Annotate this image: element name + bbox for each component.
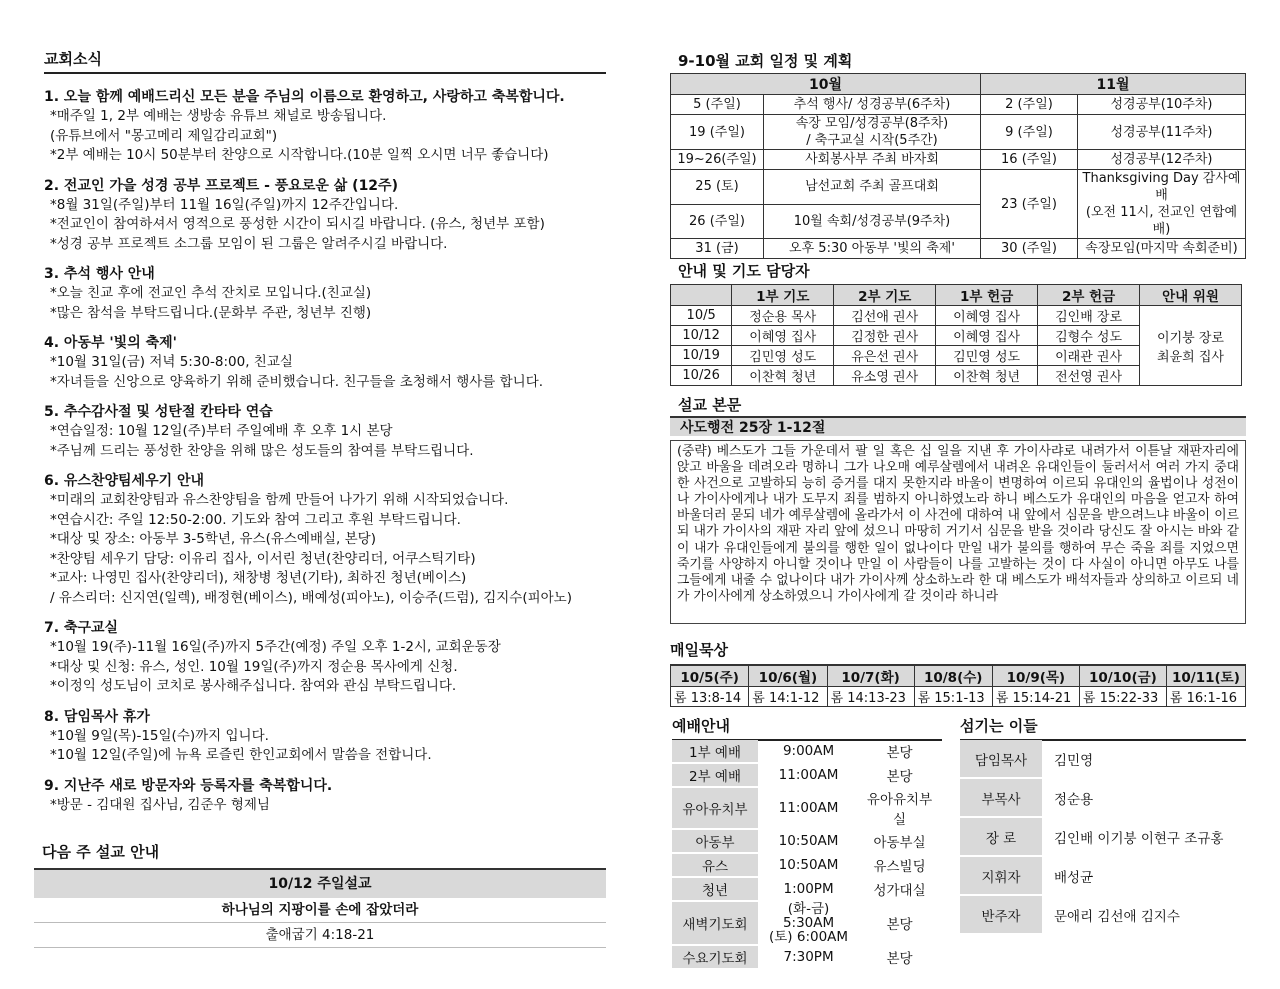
schedule-oct-event: 추석 행사/ 성경공부(6주차) [764,95,981,115]
daily-reading: 롬 15:22-33 [1079,687,1166,707]
worship-time: 10:50AM [758,853,859,877]
news-list [44,87,604,825]
schedule-nov-event: 성경공부(10주차) [1078,95,1246,115]
prayer-cell: 김민영 성도 [936,346,1038,366]
servant-row [960,895,1246,934]
daily-reading: 롬 15:1-13 [914,687,992,707]
news-item-line: *많은 참석을 부탁드립니다.(문화부 주관, 청년부 진행) [50,304,372,321]
next-sermon-scripture: 출애굽기 4:18-21 [34,923,606,948]
prayer-cell: 김정한 권사 [834,326,936,346]
worship-row [672,945,940,969]
daily-day: 10/7(화) [827,665,914,687]
servant-row [960,778,1246,817]
worship-row [672,901,940,945]
schedule-nov-date: 16 (주일) [981,150,1078,170]
news-item-heading: 4. 아동부 '빛의 축제' [44,335,177,351]
news-item-line: *연습일정: 10월 12일(주)부터 주일예배 후 오후 1시 본당 [50,423,393,439]
schedule-nov-event: 성경공부(11주차) [1078,115,1246,150]
daily-day: 10/6(월) [749,665,827,687]
news-item-line: *대상 및 신청: 유스, 성인. 10월 19일(주)까지 정순용 목사에게 신청. [50,658,458,675]
daily-day: 10/11(토) [1166,665,1245,687]
worship-name: 아동부 [672,829,758,853]
schedule-month-oct: 10월 [671,74,981,95]
servants-title: 섬기는 이들 [960,717,1246,741]
worship-name: 청년 [672,877,758,901]
schedule-row [671,170,1246,205]
prayer-cell: 김인배 장로 [1038,306,1140,326]
news-item-line: *전교인이 참여하셔서 영적으로 풍성한 시간이 되시길 바랍니다. (유스, 청년부 포함) [50,216,545,232]
prayer-cell: 이혜영 집사 [936,326,1038,346]
prayer-cell: 전선영 권사 [1038,366,1140,386]
worship-name: 1부 예배 [672,740,758,763]
news-title: 교회소식 [44,50,606,74]
worship-place: 본당 [859,901,940,945]
prayer-table [670,284,1242,386]
news-item-line: *10월 31일(금) 저녁 5:30-8:00, 친교실 [50,354,293,370]
worship-name: 새벽기도회 [672,901,758,945]
prayer-header-cell: 1부 헌금 [936,285,1038,306]
worship-title: 예배안내 [672,717,942,741]
prayer-header-cell: 1부 기도 [732,285,834,306]
worship-row [672,853,940,877]
worship-place: 본당 [859,945,940,969]
news-item-line: *2부 예배는 10시 50분부터 찬양으로 시작합니다.(10분 일찍 오시면 너무 좋습니다) [50,147,549,163]
worship-time: 11:00AM [758,787,859,829]
news-item-line: *8월 31일(주일)부터 11월 16일(주일)까지 12주간입니다. [50,196,399,213]
prayer-cell: 이혜영 집사 [732,326,834,346]
news-item-line: *성경 공부 프로젝트 소그룹 모임이 된 그룹은 알려주시길 바랍니다. [50,235,448,252]
servant-role: 담임목사 [960,740,1042,778]
prayer-title: 안내 및 기도 담당자 [678,262,810,280]
schedule-oct-event: 사회봉사부 주최 바자회 [764,150,981,170]
news-item-heading: 2. 전교인 가을 성경 공부 프로젝트 - 풍요로운 삶 (12주) [44,177,398,194]
prayer-header-cell: 안내 위원 [1140,285,1242,306]
news-item [44,707,604,766]
worship-place: 아동부실 [859,829,940,853]
news-item [44,471,604,608]
news-item-line: *교사: 나영민 집사(찬양리더), 채창병 청년(기타), 최하진 청년(베이스) [50,570,467,586]
schedule-month-nov: 11월 [981,74,1246,95]
news-item-heading: 5. 추수감사절 및 성탄절 칸타타 연습 [44,404,273,420]
schedule-nov-event: Thanksgiving Day 감사예배 (오전 11시, 전교인 연합예배) [1078,170,1246,239]
news-item-heading: 3. 추석 행사 안내 [44,266,155,282]
news-item-line: *대상 및 장소: 아동부 3-5학년, 유스(유스예배실, 본당) [50,531,376,547]
prayer-cell: 10/19 [671,346,732,366]
news-item [44,618,604,697]
servant-role: 장 로 [960,817,1042,856]
news-item [44,402,604,461]
worship-row [672,740,940,763]
worship-row [672,877,940,901]
news-item-line: *연습시간: 주일 12:50-2:00. 기도와 참여 그리고 후원 부탁드립니다. [50,511,461,528]
daily-reading: 롬 14:13-23 [827,687,914,707]
worship-place: 본당 [859,740,940,763]
servant-names: 김인배 이기붕 이현구 조규홍 [1042,817,1246,856]
news-item [44,264,604,323]
schedule-oct-event: 10월 속회/성경공부(9주차) [764,204,981,239]
daily-table [670,664,1246,707]
news-item-line: *오늘 친교 후에 전교인 추석 잔치로 모입니다.(친교실) [50,285,372,301]
servant-row [960,740,1246,778]
schedule-nov-date: 2 (주일) [981,95,1078,115]
schedule-nov-date: 23 (주일) [981,170,1078,239]
worship-row [672,787,940,829]
schedule-row [671,150,1246,170]
prayer-header-cell [671,285,732,306]
next-sermon-box [34,868,606,948]
prayer-cell: 이찬혁 청년 [936,366,1038,386]
daily-reading: 롬 16:1-16 [1166,687,1245,707]
news-item-line: *매주일 1, 2부 예배는 생방송 유튜브 채널로 방송됩니다. [50,108,387,124]
news-item-heading: 9. 지난주 새로 방문자와 등록자를 축복합니다. [44,777,333,794]
schedule-row [671,95,1246,115]
prayer-cell: 이래관 권사 [1038,346,1140,366]
news-item-heading: 7. 축구교실 [44,620,119,636]
sermon-title: 설교 본문 [678,396,742,414]
worship-time: 1:00PM [758,877,859,901]
news-item-line: *자녀들을 신앙으로 양육하기 위해 준비했습니다. 친구들을 초청해서 행사를 합니다. [50,373,544,390]
schedule-oct-event: 남선교회 주최 골프대회 [764,170,981,205]
schedule-oct-event: 오후 5:30 아동부 '빛의 축제' [764,239,981,259]
worship-row [672,763,940,787]
worship-place: 본당 [859,763,940,787]
worship-place: 유아유치부실 [859,787,940,829]
prayer-row [671,306,1242,326]
servants-table [960,740,1246,935]
worship-name: 2부 예배 [672,763,758,787]
servant-names: 정순용 [1042,778,1246,817]
servant-names: 김민영 [1042,740,1246,778]
daily-day: 10/9(목) [992,665,1079,687]
next-sermon-header: 10/12 주일설교 [34,868,606,898]
daily-reading: 롬 13:8-14 [671,687,749,707]
prayer-guides: 이기붕 장로 최윤희 집사 [1140,306,1242,386]
schedule-nov-date: 30 (주일) [981,239,1078,259]
worship-place: 성가대실 [859,877,940,901]
news-item [44,87,604,166]
schedule-title: 9-10월 교회 일정 및 계획 [678,52,853,70]
servant-names: 문애리 김선애 김지수 [1042,895,1246,934]
daily-day: 10/10(금) [1079,665,1166,687]
servant-row [960,856,1246,895]
news-item-line: *10월 9일(목)-15일(수)까지 입니다. [50,727,269,744]
news-item-line: *미래의 교회찬양팀과 유스찬양팀을 함께 만들어 나가기 위해 시작되었습니다. [50,492,509,508]
worship-name: 수요기도회 [672,945,758,969]
prayer-header-cell: 2부 헌금 [1038,285,1140,306]
schedule-oct-event: 속장 모임/성경공부(8주차) / 축구교실 시작(5주간) [764,115,981,150]
daily-day: 10/8(수) [914,665,992,687]
prayer-cell: 정순용 목사 [732,306,834,326]
schedule-table [670,73,1246,259]
worship-place: 유스빌딩 [859,853,940,877]
worship-time: 9:00AM [758,740,859,763]
prayer-cell: 유소영 권사 [834,366,936,386]
prayer-cell: 김민영 성도 [732,346,834,366]
prayer-cell: 김형수 성도 [1038,326,1140,346]
schedule-oct-date: 19 (주일) [671,115,764,150]
worship-name: 유아유치부 [672,787,758,829]
news-item-line: *이정익 성도님이 코치로 봉사해주십니다. 참여와 관심 부탁드립니다. [50,678,457,694]
prayer-cell: 유은선 권사 [834,346,936,366]
news-item-line: *10월 12일(주일)에 뉴욕 로즐린 한인교회에서 말씀을 전합니다. [50,747,432,763]
schedule-oct-date: 31 (금) [671,239,764,259]
news-item-line: *주님께 드리는 풍성한 찬양을 위해 많은 성도들의 참여를 부탁드립니다. [50,442,474,459]
schedule-oct-date: 26 (주일) [671,204,764,239]
schedule-nov-event: 성경공부(12주차) [1078,150,1246,170]
daily-title: 매일묵상 [670,641,728,659]
prayer-cell: 10/5 [671,306,732,326]
schedule-oct-date: 19~26(주일) [671,150,764,170]
news-item-line: / 유스리더: 신지연(일렉), 배정현(베이스), 배예성(피아노), 이승주(드럼), 김지수(피아노) [50,589,572,606]
prayer-cell: 이혜영 집사 [936,306,1038,326]
worship-name: 유스 [672,853,758,877]
schedule-row [671,239,1246,259]
servant-role: 반주자 [960,895,1042,934]
news-item [44,333,604,392]
news-item-heading: 6. 유스찬양팀세우기 안내 [44,473,205,489]
schedule-nov-date: 9 (주일) [981,115,1078,150]
news-item-line: *방문 - 김대원 집사님, 김준우 형제님 [50,796,270,813]
worship-time: 10:50AM [758,829,859,853]
schedule-row [671,115,1246,150]
daily-day: 10/5(주) [671,665,749,687]
servant-role: 부목사 [960,778,1042,817]
worship-time: 7:30PM [758,945,859,969]
news-item-heading: 1. 오늘 함께 예배드리신 모든 분을 주님의 이름으로 환영하고, 사랑하고 축복합니다. [44,89,565,105]
daily-reading: 롬 15:14-21 [992,687,1079,707]
sermon-text: (중략) 베스도가 그들 가운데서 팔 일 혹은 십 일을 지낸 후 가이사랴로 내려가서 이튿날 재판자리에 앉고 바울을 데려오라 명하니 그가 나오매 예루살렘에서 내려온 유대인들이 둘러서서 여러 가지 중대한 사건으로 고발하되 능히 증거를 대지 못한지라 바울이 변명하여 이르되 유대인의 율법이나 성전이나 가이사에게나 내가 도무지 죄를 범하지 아니하였노라 하니 베스도가 유대인의 마음을 얻고자 하여 바울더러 묻되 네가 예루살렘에 올라가서 이 사건에 대하여 내 앞에서 심문을 받으려느냐 바울이 이르되 내가 가이사의 재판 자리 앞에 섰으니 마땅히 거기서 심문을 받을 것이라 당신도 잘 아시는 바와 같이 내가 유대인들에게 불의를 행한 일이 없나이다 만일 내가 불의를 행하여 무슨 죽을 죄를 지었으면 죽기를 사양하지 아니할 것이나 만일 이 사람들이 나를 고발하는 것이 다 사실이 아니면 아무도 나를 그들에게 내줄 수 없나이다 내가 가이사께 상소하노라 한 대 베스도가 배석자들과 상의하고 이르되 네가 가이사에게 상소하였으니 가이사에게 갈 것이라 하니라 [670,440,1246,624]
servant-role: 지휘자 [960,856,1042,895]
worship-time: 11:00AM [758,763,859,787]
servant-names: 배성균 [1042,856,1246,895]
schedule-oct-date: 25 (토) [671,170,764,205]
next-sermon-title-text: 하나님의 지팡이를 손에 잡았더라 [34,898,606,923]
worship-row [672,829,940,853]
schedule-oct-date: 5 (주일) [671,95,764,115]
news-item [44,776,604,816]
prayer-cell: 10/26 [671,366,732,386]
servant-row [960,817,1246,856]
worship-table [672,740,940,970]
prayer-cell: 10/12 [671,326,732,346]
news-item [44,176,604,255]
daily-reading: 롬 14:1-12 [749,687,827,707]
news-item-heading: 8. 담임목사 휴가 [44,708,150,725]
news-item-line: *10월 19(주)-11월 16일(주)까지 5주간(예정) 주일 오후 1-2시, 교회운동장 [50,639,501,655]
prayer-cell: 김선애 권사 [834,306,936,326]
next-sermon-title: 다음 주 설교 안내 [42,843,160,861]
prayer-cell: 이찬혁 청년 [732,366,834,386]
prayer-header-cell: 2부 기도 [834,285,936,306]
worship-time: (화-금) 5:30AM (토) 6:00AM [758,901,859,945]
news-item-line: *찬양팀 세우기 담당: 이유리 집사, 이서린 청년(찬양리더, 어쿠스틱기타) [50,550,476,567]
news-item-line: (유튜브에서 "몽고메리 제일감리교회") [50,127,278,144]
sermon-reference: 사도행전 25장 1-12절 [670,416,1246,436]
schedule-nov-event: 속장모임(마지막 속회준비) [1078,239,1246,259]
